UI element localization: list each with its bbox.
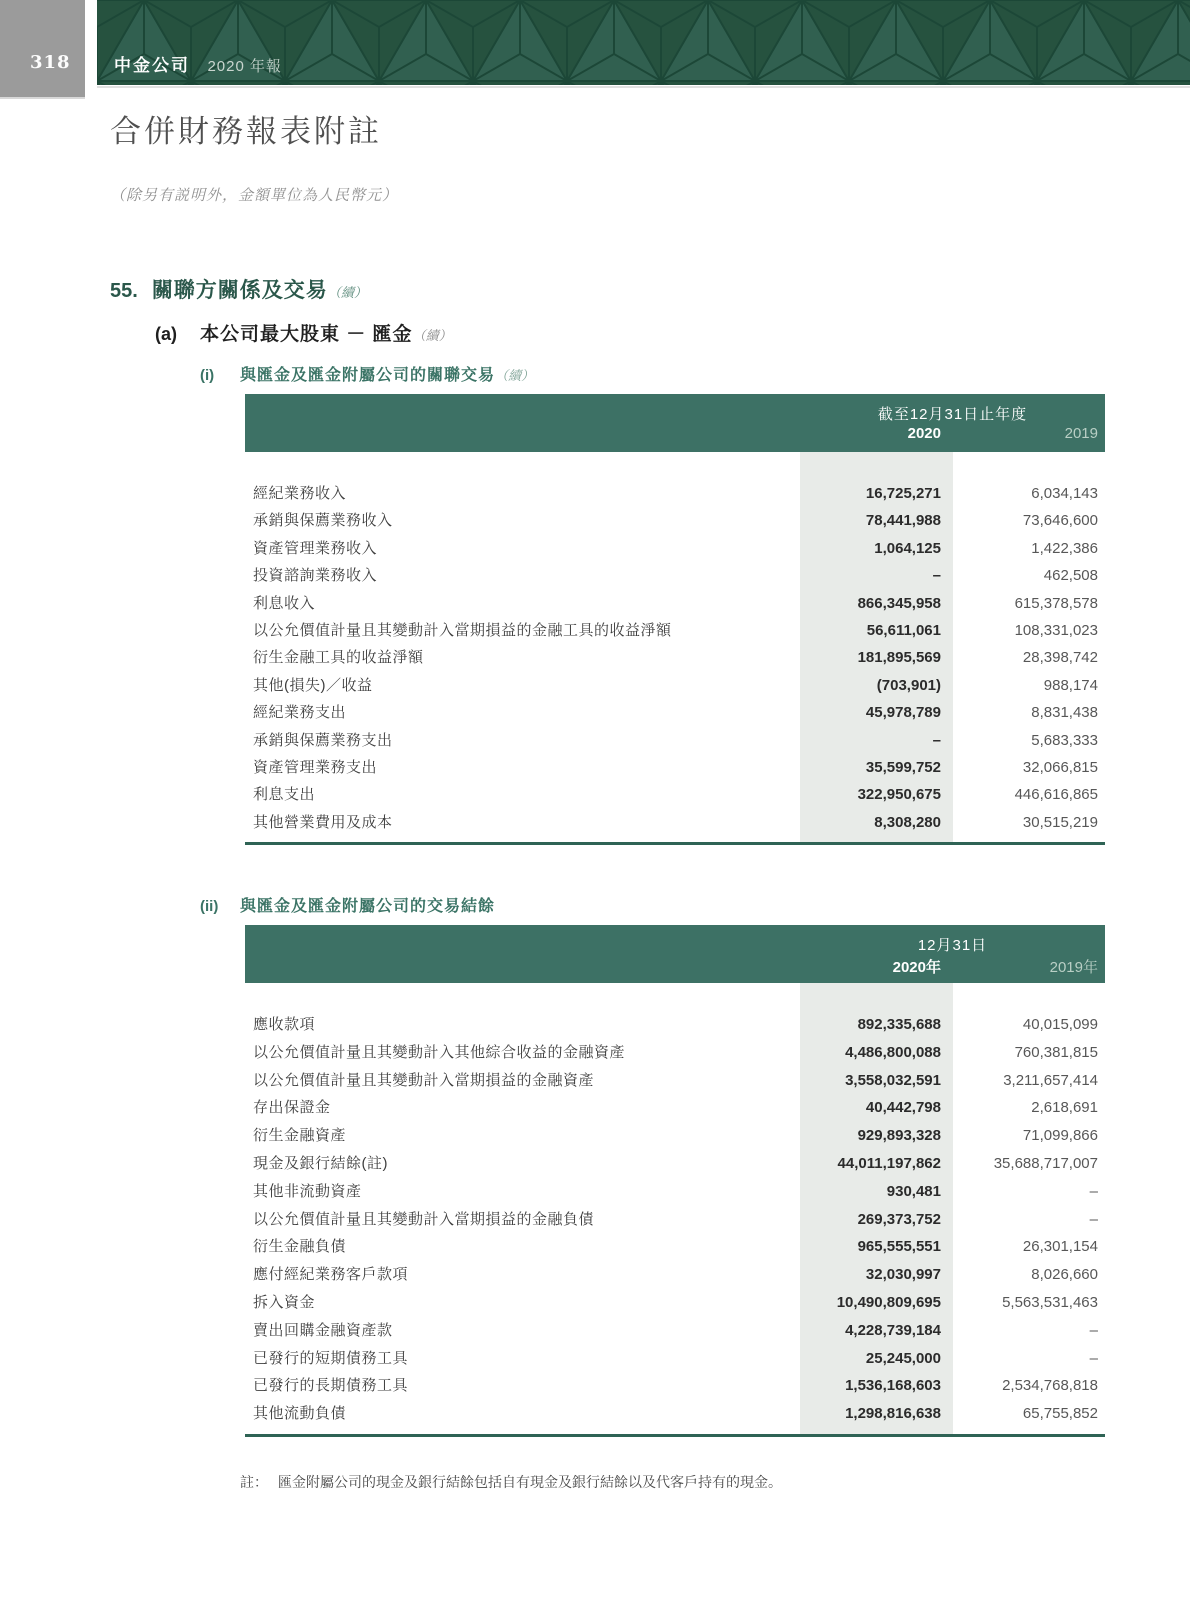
- table-row: [245, 672, 1105, 699]
- value-2020: 35,599,752: [865, 758, 941, 776]
- table-row: [245, 1178, 1105, 1206]
- table-row: [245, 699, 1105, 726]
- table-row: [245, 1067, 1105, 1095]
- value-2020: 10,490,809,695: [836, 1293, 941, 1311]
- column-2020: 2020年: [892, 959, 941, 976]
- value-2019: 1,422,386: [1031, 539, 1098, 557]
- table-header: [245, 925, 1105, 983]
- row-label: 已發行的短期債務工具: [253, 1349, 409, 1367]
- related-transactions-table: [245, 394, 1105, 845]
- table-row: [245, 507, 1105, 534]
- value-2020: (703,901): [876, 676, 941, 694]
- row-label: 經紀業務收入: [253, 485, 347, 502]
- table-row: [245, 1317, 1105, 1345]
- header-divider: [97, 86, 1190, 88]
- value-2020: 4,486,800,088: [845, 1043, 941, 1061]
- row-label: 資產管理業務支出: [253, 758, 378, 776]
- value-2019: 2,534,768,818: [1002, 1377, 1098, 1395]
- value-2019: 5,563,531,463: [1002, 1293, 1098, 1311]
- continued-marker: （續）: [327, 285, 367, 300]
- subsection-title: 本公司最大股東 － 匯金: [200, 324, 413, 345]
- table-row: [245, 809, 1105, 836]
- value-2019: 8,831,438: [1031, 704, 1098, 722]
- row-label: 現金及銀行結餘(註): [253, 1154, 388, 1172]
- part-ii-heading: [200, 893, 495, 916]
- table-row: [245, 562, 1105, 589]
- row-label: 經紀業務支出: [253, 704, 347, 722]
- part-label: (i): [200, 367, 215, 384]
- value-2020: 269,373,752: [857, 1210, 941, 1228]
- table-row: [245, 1039, 1105, 1067]
- value-2019: 988,174: [1043, 676, 1098, 694]
- section-55-heading: [110, 274, 367, 304]
- value-2020: 44,011,197,862: [837, 1154, 941, 1172]
- value-2019: –: [1089, 1210, 1098, 1228]
- row-label: 以公允價值計量且其變動計入當期損益的金融負債: [253, 1210, 595, 1228]
- table-body: [245, 983, 1105, 1437]
- value-2019: –: [1089, 1321, 1098, 1339]
- table-row: [245, 781, 1105, 808]
- footnote-label: 註：: [240, 1474, 268, 1490]
- value-2020: –: [932, 567, 941, 585]
- row-label: 衍生金融工具的收益淨額: [253, 649, 424, 667]
- row-label: 利息收入: [253, 594, 316, 612]
- table-row: [245, 1122, 1105, 1150]
- row-label: 應收款項: [253, 1016, 316, 1033]
- table-row: [245, 617, 1105, 644]
- value-2020: 930,481: [886, 1182, 941, 1200]
- value-2019: 32,066,815: [1022, 758, 1098, 776]
- value-2019: 65,755,852: [1022, 1405, 1098, 1423]
- transaction-balances-table: [245, 925, 1105, 1437]
- table-row: [245, 1372, 1105, 1400]
- table-row: [245, 535, 1105, 562]
- column-2020: 2020: [907, 425, 941, 442]
- table-row: [245, 1233, 1105, 1261]
- row-label: 存出保證金: [253, 1099, 331, 1117]
- value-2020: 965,555,551: [857, 1238, 941, 1256]
- continued-marker: （續）: [495, 368, 535, 383]
- value-2020: 866,345,958: [857, 594, 941, 612]
- part-label: (ii): [200, 898, 219, 915]
- period-header: 12月31日: [917, 937, 988, 954]
- row-label: 其他營業費用及成本: [253, 813, 393, 831]
- value-2020: 32,030,997: [865, 1266, 941, 1284]
- table-row: [245, 1400, 1105, 1428]
- value-2020: 4,228,739,184: [845, 1321, 941, 1339]
- value-2019: 30,515,219: [1022, 813, 1098, 831]
- value-2019: 446,616,865: [1014, 786, 1098, 804]
- value-2020: 1,298,816,638: [845, 1405, 941, 1423]
- row-label: 其他非流動資產: [253, 1182, 362, 1200]
- value-2019: 615,378,578: [1014, 594, 1098, 612]
- row-label: 其他(損失)／收益: [253, 676, 373, 694]
- value-2019: 71,099,866: [1022, 1127, 1098, 1145]
- value-2019: 28,398,742: [1022, 649, 1098, 667]
- part-i-heading: [200, 362, 534, 385]
- value-2019: –: [1089, 1182, 1098, 1200]
- value-2020: 929,893,328: [857, 1127, 941, 1145]
- part-title: 與匯金及匯金附屬公司的交易結餘: [240, 898, 496, 915]
- section-number: 55.: [110, 280, 138, 302]
- table-row: [245, 1150, 1105, 1178]
- value-2020: 3,558,032,591: [845, 1071, 941, 1089]
- row-label: 衍生金融資產: [253, 1127, 347, 1145]
- table-row: [245, 590, 1105, 617]
- table-row: [245, 1094, 1105, 1122]
- footnote-text: 匯金附屬公司的現金及銀行結餘包括自有現金及銀行結餘以及代客戶持有的現金。: [278, 1474, 782, 1490]
- row-label: 已發行的長期債務工具: [253, 1377, 409, 1395]
- value-2019: 2,618,691: [1031, 1099, 1098, 1117]
- table-row: [245, 1345, 1105, 1373]
- table-row: [245, 1261, 1105, 1289]
- table-header: [245, 394, 1105, 452]
- report-edition: 2020 年報: [207, 58, 282, 75]
- part-title: 與匯金及匯金附屬公司的關聯交易: [240, 367, 496, 384]
- value-2020: 1,536,168,603: [845, 1377, 941, 1395]
- value-2019: 3,211,657,414: [1003, 1071, 1098, 1089]
- value-2019: 73,646,600: [1022, 512, 1098, 530]
- banner-text: [114, 51, 282, 76]
- value-2020: 892,335,688: [857, 1016, 941, 1033]
- table-row: [245, 727, 1105, 754]
- row-label: 利息支出: [253, 786, 316, 804]
- table-row: [245, 644, 1105, 671]
- value-2020: 181,895,569: [857, 649, 941, 667]
- document-title: 合併財務報表附註: [110, 114, 382, 150]
- row-label: 投資諮詢業務收入: [253, 567, 378, 585]
- period-header: 截至12月31日止年度: [877, 406, 1028, 423]
- value-2020: –: [932, 731, 941, 749]
- year-columns: [245, 956, 1105, 977]
- value-2020: 8,308,280: [874, 813, 941, 831]
- table-row: [245, 480, 1105, 507]
- value-2019: 35,688,717,007: [993, 1154, 1098, 1172]
- table-row: [245, 1206, 1105, 1234]
- value-2020: 56,611,061: [866, 621, 941, 639]
- row-label: 資產管理業務收入: [253, 539, 378, 557]
- value-2020: 1,064,125: [874, 539, 941, 557]
- row-label: 其他流動負債: [253, 1405, 347, 1423]
- continued-marker: （續）: [412, 328, 452, 343]
- header-banner: [97, 0, 1190, 85]
- value-2019: 40,015,099: [1022, 1016, 1098, 1033]
- currency-note: （除另有説明外，金額單位為人民幣元）: [110, 186, 399, 204]
- row-label: 承銷與保薦業務收入: [253, 512, 393, 530]
- value-2020: 322,950,675: [857, 786, 941, 804]
- row-label: 賣出回購金融資產款: [253, 1321, 393, 1339]
- value-2019: 6,034,143: [1031, 485, 1098, 502]
- row-label: 承銷與保薦業務支出: [253, 731, 393, 749]
- value-2020: 25,245,000: [865, 1349, 941, 1367]
- value-2019: 8,026,660: [1031, 1266, 1098, 1284]
- value-2020: 45,978,789: [865, 704, 941, 722]
- table-row: [245, 754, 1105, 781]
- row-label: 應付經紀業務客戶款項: [253, 1266, 409, 1284]
- value-2019: 108,331,023: [1014, 621, 1098, 639]
- table-body: [245, 452, 1105, 845]
- table-row: [245, 1289, 1105, 1317]
- table-row: [245, 1011, 1105, 1039]
- value-2020: 16,725,271: [865, 485, 941, 502]
- brand-name: 中金公司: [114, 56, 190, 75]
- page-number-box: [0, 0, 85, 99]
- column-2019: 2019年: [1049, 959, 1098, 976]
- row-label: 以公允價值計量且其變動計入當期損益的金融資產: [253, 1071, 595, 1089]
- row-label: 衍生金融負債: [253, 1238, 347, 1256]
- value-2019: –: [1089, 1349, 1098, 1367]
- footnote: [240, 1472, 1080, 1492]
- column-2019: 2019: [1064, 425, 1098, 442]
- value-2019: 5,683,333: [1031, 731, 1098, 749]
- value-2019: 760,381,815: [1014, 1043, 1098, 1061]
- value-2020: 78,441,988: [865, 512, 941, 530]
- subsection-label: (a): [155, 324, 177, 344]
- value-2019: 26,301,154: [1022, 1238, 1098, 1256]
- row-label: 以公允價值計量且其變動計入其他綜合收益的金融資產: [253, 1043, 626, 1061]
- page-number: 318: [30, 52, 71, 73]
- value-2019: 462,508: [1043, 567, 1098, 585]
- value-2020: 40,442,798: [865, 1099, 941, 1117]
- subsection-a-heading: [155, 319, 452, 346]
- row-label: 拆入資金: [253, 1293, 316, 1311]
- row-label: 以公允價值計量且其變動計入當期損益的金融工具的收益淨額: [253, 621, 672, 639]
- section-title: 關聯方關係及交易: [151, 279, 328, 302]
- year-columns: [245, 425, 1105, 442]
